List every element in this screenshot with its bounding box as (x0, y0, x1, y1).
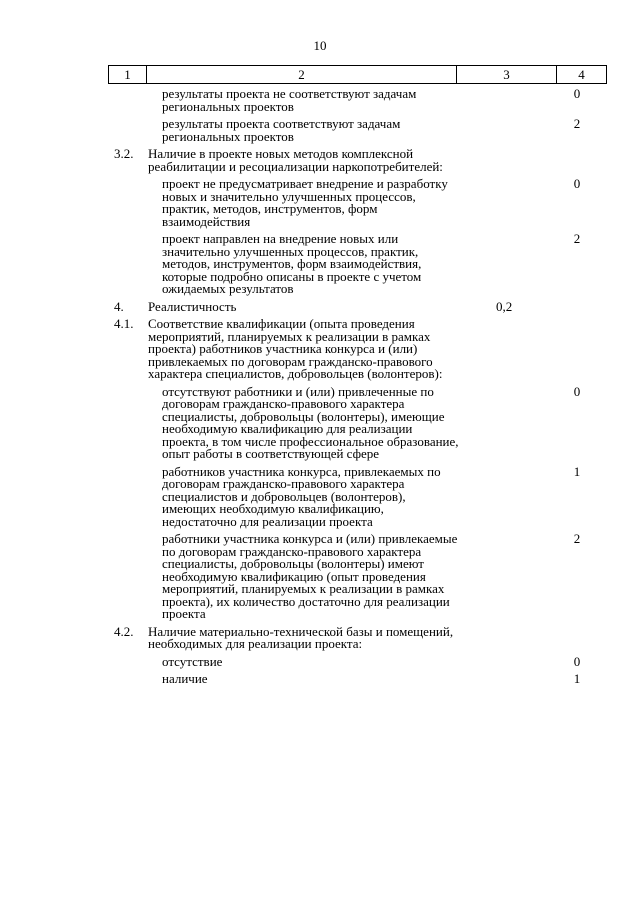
option-row (108, 178, 606, 228)
score-value: 0 (573, 383, 581, 399)
criterion-row (108, 623, 606, 651)
column-header-3: 3 (457, 66, 557, 84)
option-text: результаты проекта соответствуют задачам региональных проектов (162, 116, 401, 144)
option-row (108, 383, 606, 461)
criteria-table-body (108, 88, 606, 691)
column-header-4: 4 (557, 66, 607, 84)
criterion-row (108, 298, 606, 314)
criterion-row (108, 148, 606, 173)
option-row (108, 118, 606, 143)
criterion-text: Наличие в проекте новых методов комплексной реабилитации и ресоциализации наркопотребителей: (148, 146, 443, 174)
option-text: проект не предусматривает внедрение и разработку новых и значительно улучшенных процессов, практик, методов, инструментов, форм взаимодействия (162, 176, 448, 229)
score-value: 0 (573, 86, 581, 101)
option-text: работников участника конкурса, привлекаемых по договорам гражданско-правового характера специалистов и добровольцев (волонтеров), имеющих необходимую квалификацию, недостаточно для реализации проекта (162, 463, 441, 529)
score-value: 0 (573, 653, 581, 669)
row-number: 4.1. (114, 316, 134, 331)
criterion-text: Соответствие квалификации (опыта проведения мероприятий, планируемых к реализации в рамках проекта) работников участника конкурса и (или) привлекаемых по договорам гражданско-правового характера специалистов, добровольцев (волонтеров): (148, 316, 443, 381)
score-value: 1 (573, 463, 581, 479)
score-value: 2 (573, 531, 581, 546)
column-header-2: 2 (147, 66, 457, 84)
score-value: 2 (573, 116, 581, 131)
row-number: 3.2. (114, 146, 134, 161)
row-number: 4. (114, 298, 124, 314)
option-row (108, 533, 606, 621)
criterion-row (108, 318, 606, 381)
column-header-row (108, 65, 607, 84)
option-text: работники участника конкурса и (или) привлекаемые по договорам гражданско-правового характера специалисты, добровольцы (волонтеры) имеют необходимую квалификацию (опыт проведения мероприятий, планируемых к реализации в рамках проекта), их количество достаточно для реализации проекта (162, 531, 458, 621)
option-row (108, 233, 606, 296)
score-value: 2 (573, 231, 581, 246)
score-value: 1 (573, 671, 581, 686)
score-value: 0 (573, 176, 581, 191)
option-text: проект направлен на внедрение новых или значительно улучшенных процессов, практик, методов, инструментов, форм взаимодействия, которые подробно описаны в проекте с учетом ожидаемых результатов (162, 231, 422, 296)
option-row (108, 673, 606, 686)
option-row (108, 653, 606, 669)
option-text: отсутствуют работники и (или) привлеченные по договорам гражданско-правового характера специалисты, добровольцы (волонтеры), имеющие необходимую квалификацию для реализации проекта, в том числе профессиональное образование, опыт работы в соответствующей сфере (162, 383, 459, 461)
row-number: 4.2. (114, 623, 134, 639)
option-row (108, 463, 606, 529)
option-text: отсутствие (162, 653, 223, 669)
option-text: результаты проекта не соответствуют задачам региональных проектов (162, 86, 417, 114)
criterion-text: Реалистичность (148, 298, 237, 314)
weight-value: 0,2 (496, 298, 513, 314)
column-header-1: 1 (109, 66, 147, 84)
page-number: 10 (313, 38, 327, 53)
criterion-text: Наличие материально-технической базы и помещений, необходимых для реализации проекта: (148, 623, 454, 651)
option-row (108, 88, 606, 113)
option-text: наличие (162, 671, 208, 686)
